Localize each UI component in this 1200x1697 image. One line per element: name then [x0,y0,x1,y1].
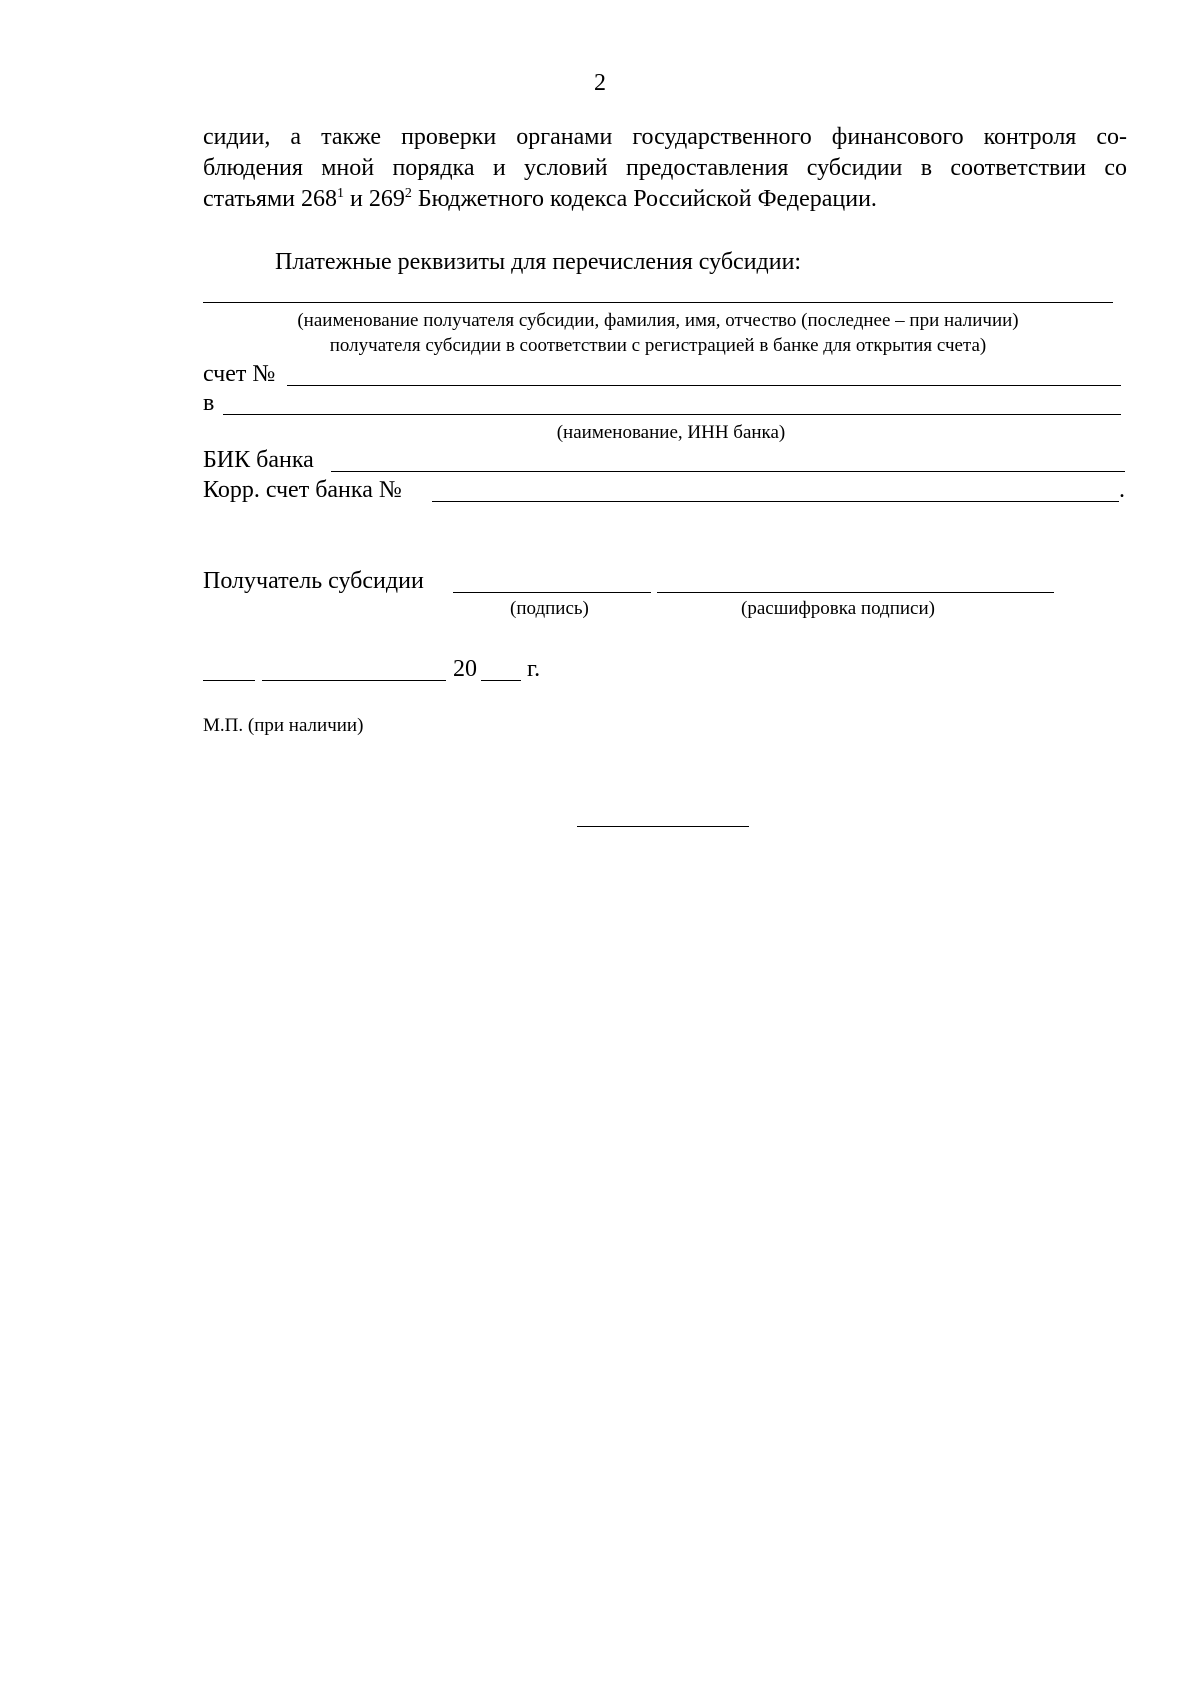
bank-name-field[interactable] [223,414,1121,415]
date-month-field[interactable] [262,680,446,681]
date-suffix: г. [527,656,541,682]
superscript: 2 [404,186,412,201]
signature-label: Получатель субсидии [203,568,424,594]
payment-details-heading: Платежные реквизиты для перечисления субсидии: [275,249,802,275]
bik-label: БИК банка [203,447,314,473]
bik-field[interactable] [331,471,1125,472]
date-year-field[interactable] [481,680,521,681]
bank-in-label: в [203,390,215,416]
recipient-caption-2: получателя субсидии в соответствии с регистрацией в банке для открытия счета) [329,335,987,356]
corr-account-end: . [1119,477,1125,503]
signature-field[interactable] [453,592,651,593]
paragraph-text: статьями 268 [203,186,337,212]
recipient-caption-1: (наименование получателя субсидии, фамилия, имя, отчество (последнее – при наличии) [297,310,1019,331]
paragraph-line-2: блюдения мной порядка и условий предоставления субсидии в соответствии со [203,155,1127,181]
superscript: 1 [336,186,344,201]
date-day-field[interactable] [203,680,255,681]
corr-account-field[interactable] [432,501,1119,502]
recipient-name-field[interactable] [203,302,1113,303]
stamp-label: М.П. (при наличии) [203,715,364,736]
date-year-prefix: 20 [453,656,477,682]
corr-account-label: Корр. счет банка № [203,477,402,503]
body-paragraph [203,122,1127,215]
account-number-field[interactable] [287,385,1121,386]
signature-decode-field[interactable] [657,592,1054,593]
paragraph-text: и 269 [343,186,405,212]
signature-decode-caption: (расшифровка подписи) [741,598,935,619]
paragraph-line-3 [203,184,1127,215]
paragraph-line-1: сидии, а также проверки органами государственного финансового контроля со- [203,124,1127,150]
paragraph-text: Бюджетного кодекса Российской Федерации. [411,186,877,212]
account-label: счет № [203,361,276,387]
closing-divider [577,826,749,827]
page-number: 2 [594,70,606,96]
bank-caption: (наименование, ИНН банка) [556,422,786,443]
signature-caption: (подпись) [510,598,589,619]
